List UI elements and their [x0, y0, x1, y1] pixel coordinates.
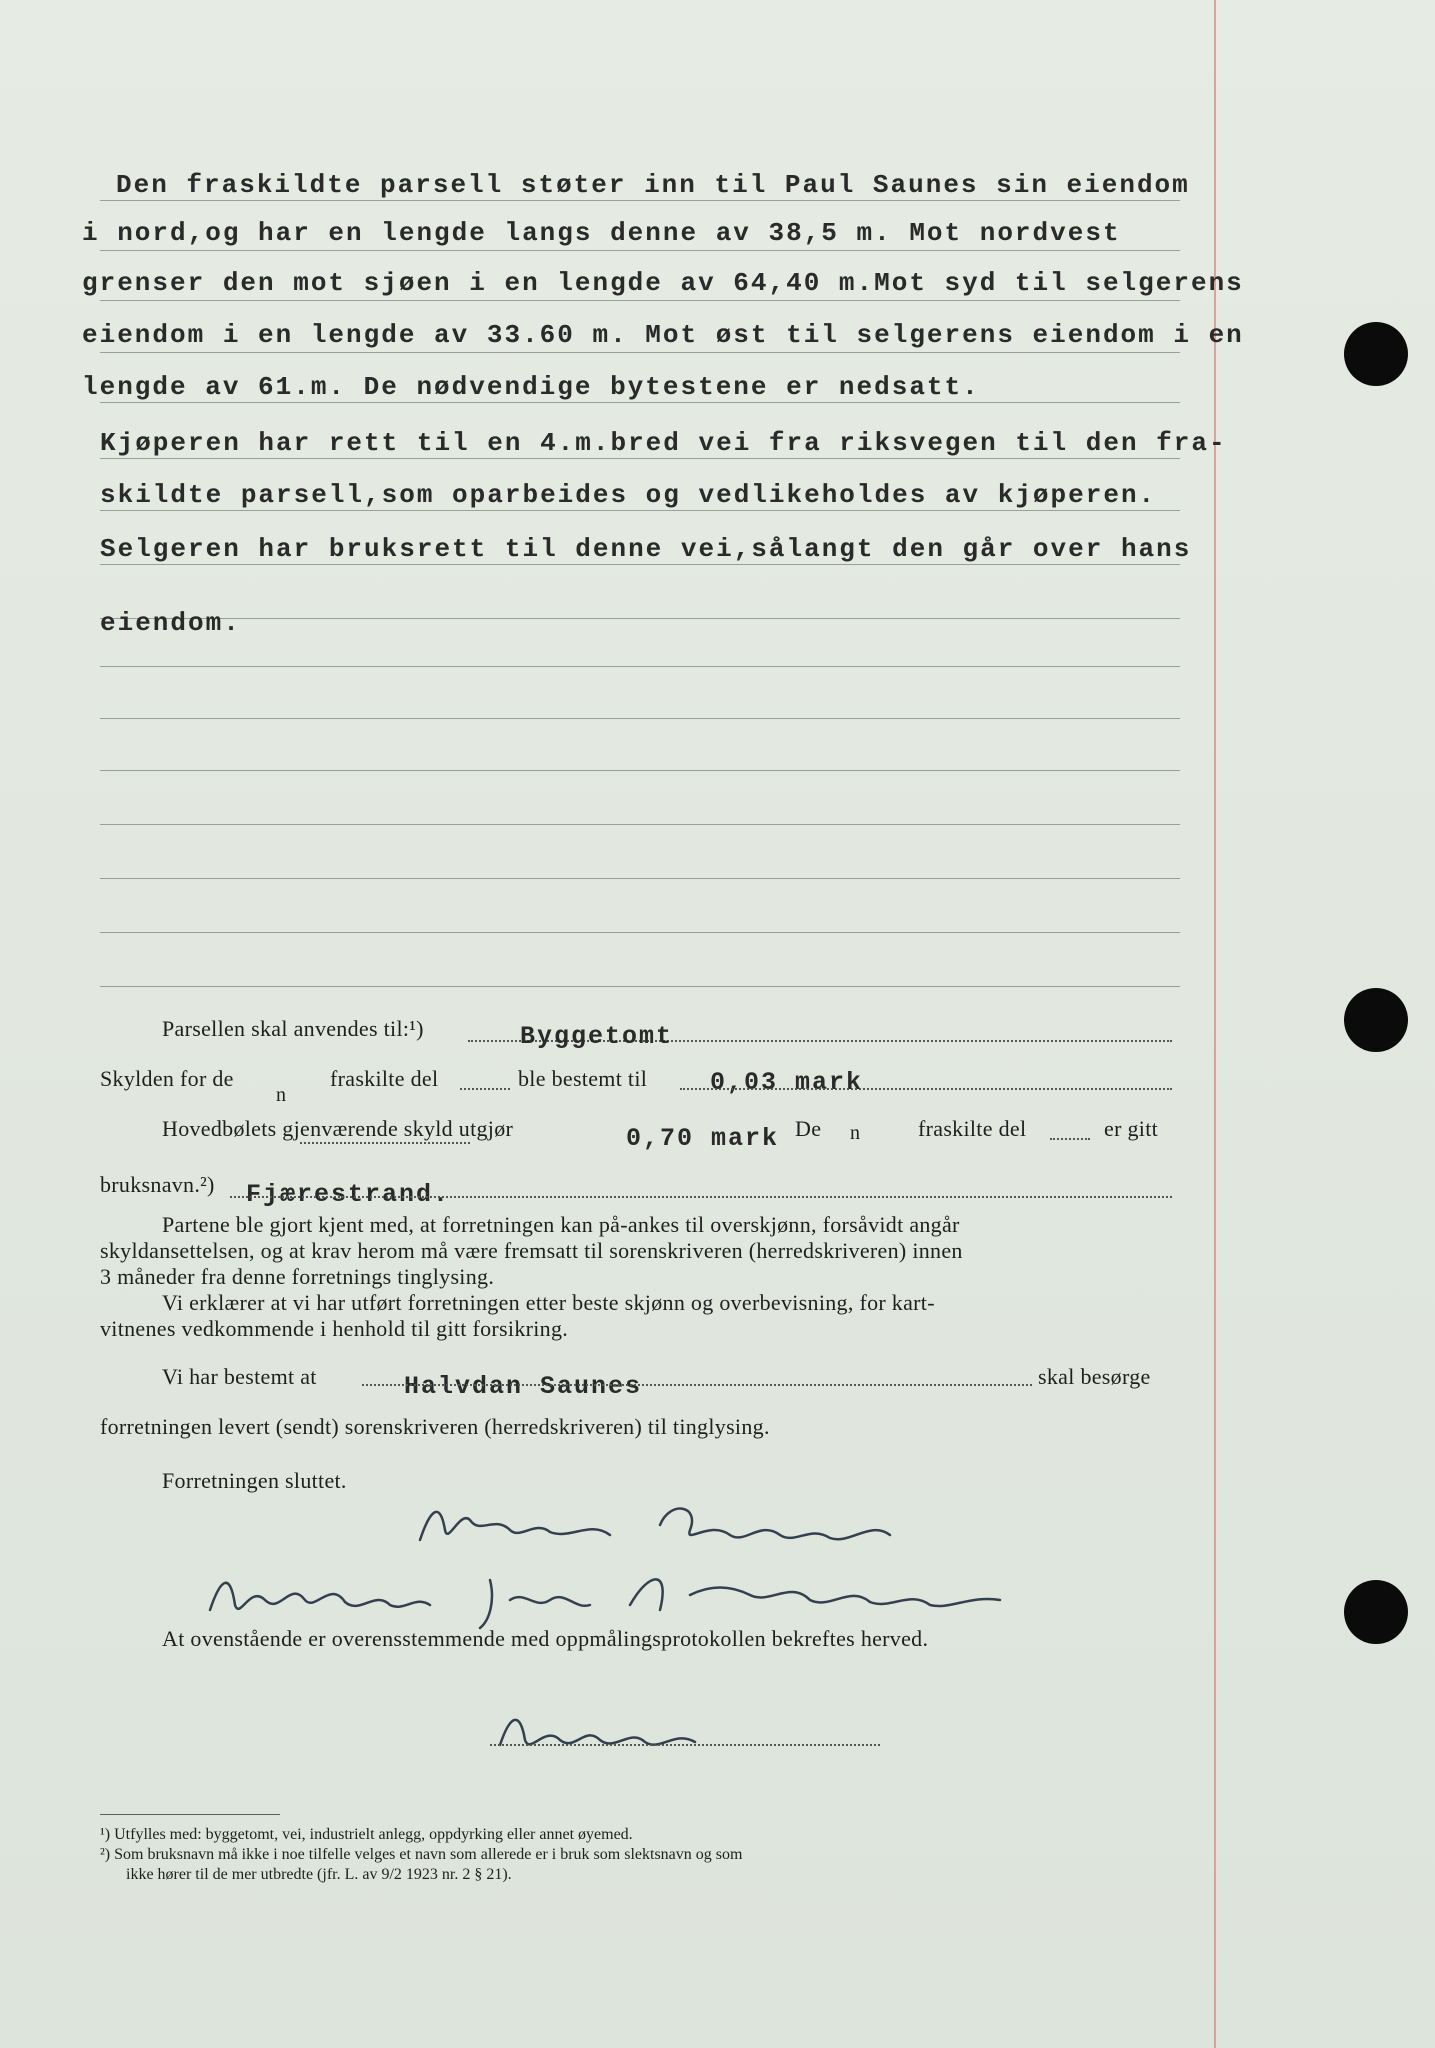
form-label: Skylden for de — [100, 1066, 234, 1091]
footnote-rule — [100, 1814, 280, 1815]
typed-line: Selgeren har bruksrett til denne vei,sålangt den går over hans — [100, 534, 1192, 564]
ruled-line — [100, 250, 1180, 251]
typed-line: skildte parsell,som oparbeides og vedlikeholdes av kjøperen. — [100, 480, 1157, 510]
form-text: skyldansettelsen, og at krav herom må være fremsatt til sorenskriveren (herredskriveren) innen — [100, 1238, 963, 1263]
form-label: fraskilte del — [330, 1066, 439, 1091]
ruled-line — [100, 770, 1180, 771]
ruled-line — [100, 666, 1180, 667]
form-label: ble bestemt til — [518, 1066, 648, 1091]
form-label: De — [795, 1116, 822, 1141]
ruled-line — [100, 200, 1180, 201]
ruled-line — [100, 564, 1180, 565]
typed-line: Den fraskildte parsell støter inn til Paul Saunes sin eiendom — [116, 170, 1190, 200]
certification-text: At ovenstående er overensstemmende med oppmålingsprotokollen bekreftes herved. — [162, 1626, 929, 1651]
fill-line — [362, 1384, 1032, 1386]
typed-line: Kjøperen har rett til en 4.m.bred vei fra riksvegen til den fra- — [100, 428, 1227, 458]
form-text: vitnenes vedkommende i henhold til gitt forsikring. — [100, 1316, 569, 1341]
fill-line — [230, 1196, 1172, 1198]
fill-line — [680, 1088, 1172, 1090]
form-text: Vi erklærer at vi har utført forretningen etter beste skjønn og overbevisning, for kart- — [162, 1290, 935, 1315]
ruled-line — [100, 458, 1180, 459]
ruled-line — [100, 878, 1180, 879]
ruled-line — [100, 300, 1180, 301]
punch-hole — [1344, 322, 1408, 386]
punch-hole — [1344, 988, 1408, 1052]
form-value: 0,03 mark — [710, 1068, 864, 1097]
form-label: Parsellen skal anvendes til:¹) — [162, 1016, 424, 1041]
ruled-line — [100, 986, 1180, 987]
form-value: Byggetomt — [520, 1022, 674, 1051]
typed-line: lengde av 61.m. De nødvendige bytestene er nedsatt. — [82, 372, 980, 402]
fill-line — [1050, 1138, 1090, 1140]
form-label: skal besørge — [1038, 1364, 1151, 1389]
ruled-line — [100, 618, 1180, 619]
typed-line: grenser den mot sjøen i en lengde av 64,40 m.Mot syd til selgerens — [82, 268, 1244, 298]
typed-line: eiendom. — [100, 608, 241, 638]
signature-joh-saunes — [190, 1550, 1030, 1630]
form-blank: n — [276, 1084, 287, 1106]
ruled-line — [100, 510, 1180, 511]
ruled-line — [100, 718, 1180, 719]
footnote: ikke hører til de mer utbredte (jfr. L. av 9/2 1923 nr. 2 § 21). — [126, 1866, 512, 1883]
margin-line — [1214, 0, 1216, 2048]
form-text: forretningen levert (sendt) sorenskriveren (herredskriveren) til tinglysing. — [100, 1414, 770, 1439]
form-blank: n — [850, 1122, 861, 1144]
form-label: fraskilte del — [918, 1116, 1027, 1141]
form-text: 3 måneder fra denne forretnings tinglysing. — [100, 1264, 495, 1289]
form-value: 0,70 mark — [626, 1124, 780, 1153]
punch-hole — [1344, 1580, 1408, 1644]
signature-third — [490, 1700, 710, 1760]
form-text: Partene ble gjort kjent med, at forretningen kan på-ankes til overskjønn, forsåvidt angår — [162, 1212, 960, 1237]
typed-line: eiendom i en lengde av 33.60 m. Mot øst til selgerens eiendom i en — [82, 320, 1244, 350]
form-value: Halvdan Saunes — [404, 1372, 643, 1401]
form-value: Fjærestrand. — [246, 1180, 451, 1209]
fill-line — [490, 1744, 880, 1746]
ruled-line — [100, 824, 1180, 825]
footnote: ¹) Utfylles med: byggetomt, vei, industrielt anlegg, oppdyrking eller annet øyemed. — [100, 1826, 633, 1843]
form-label: er gitt — [1104, 1116, 1159, 1141]
fill-line — [300, 1142, 470, 1144]
ruled-line — [100, 402, 1180, 403]
typed-line: i nord,og har en lengde langs denne av 38,5 m. Mot nordvest — [82, 218, 1121, 248]
form-label: Hovedbølets gjenværende skyld utgjør — [162, 1116, 514, 1141]
ruled-line — [100, 352, 1180, 353]
fill-line — [460, 1088, 510, 1090]
form-text: Forretningen sluttet. — [162, 1468, 347, 1493]
form-label: Vi har bestemt at — [162, 1364, 317, 1389]
ruled-line — [100, 932, 1180, 933]
form-label: bruksnavn.²) — [100, 1172, 215, 1197]
footnote: ²) Som bruksnavn må ikke i noe tilfelle velges et navn som allerede er i bruk som slektsnavn og som — [100, 1846, 743, 1863]
